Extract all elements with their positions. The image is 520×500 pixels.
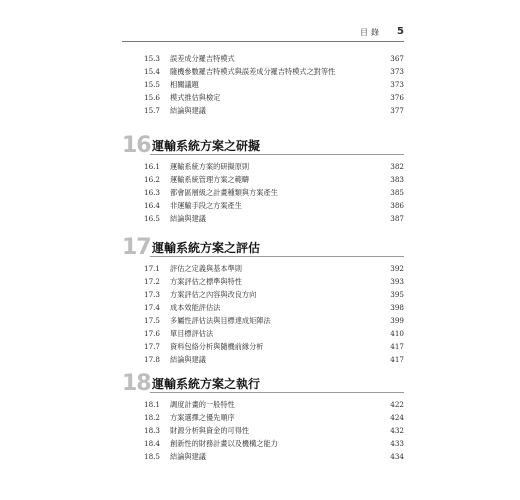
entry-number: 16.1 [144, 162, 161, 171]
toc-entry[interactable] [122, 199, 404, 212]
entry-number: 17.3 [144, 290, 161, 299]
entry-title: 單目標評估法 [170, 329, 214, 338]
entry-title: 方案評估之標準與特性 [170, 277, 242, 286]
entry-number: 17.4 [144, 303, 161, 312]
toc-entry[interactable] [122, 78, 404, 91]
toc-entry[interactable] [122, 186, 404, 199]
entry-number: 17.6 [144, 329, 161, 338]
entry-page: 398 [390, 303, 404, 312]
header-page-number: 5 [397, 26, 404, 37]
toc-entry[interactable] [122, 353, 404, 366]
entry-title: 評估之定義與基本準則 [170, 264, 242, 273]
toc-entry[interactable] [122, 104, 404, 117]
toc-entry[interactable] [122, 340, 404, 353]
toc-entry[interactable] [122, 91, 404, 104]
entry-page: 432 [390, 426, 404, 435]
entry-number: 18.1 [144, 400, 161, 409]
entry-number: 15.7 [144, 106, 161, 115]
chapter-title: 運輸系統方案之評估 [152, 241, 261, 255]
toc-entry[interactable] [122, 450, 404, 463]
entry-page: 392 [390, 264, 404, 273]
entry-title: 運輸系統方案的研擬原則 [170, 162, 250, 171]
toc-entry[interactable] [122, 160, 404, 173]
entry-title: 相關議題 [170, 80, 199, 89]
entry-page: 376 [390, 93, 404, 102]
entry-title: 調度計畫的一般特性 [170, 400, 235, 409]
entry-title: 誤差成分羅吉特模式 [170, 54, 235, 63]
chapter-number: 17 [122, 235, 151, 260]
entry-page: 373 [390, 67, 404, 76]
entry-page: 422 [390, 400, 404, 409]
entry-page: 399 [390, 316, 404, 325]
entry-page: 383 [390, 175, 404, 184]
entry-page: 395 [390, 290, 404, 299]
toc-entry[interactable] [122, 437, 404, 450]
entry-title: 財源分析與資金的可得性 [170, 426, 250, 435]
entry-title: 都會區層級之計畫種類與方案產生 [170, 188, 278, 197]
chapter-number: 16 [122, 133, 151, 158]
entry-page: 385 [390, 188, 404, 197]
toc-entry[interactable] [122, 411, 404, 424]
entry-number: 15.5 [144, 80, 161, 89]
chapter-title: 運輸系統方案之研擬 [152, 139, 261, 153]
entry-page: 417 [390, 342, 404, 351]
toc-entry[interactable] [122, 173, 404, 186]
entry-title: 結論與建議 [170, 452, 206, 461]
chapter-divider [150, 392, 404, 393]
entry-title: 成本效能評估法 [170, 303, 221, 312]
entry-number: 15.6 [144, 93, 161, 102]
entry-title: 方案選擇之優先順序 [170, 413, 235, 422]
chapter-heading[interactable] [122, 235, 404, 262]
entry-title: 模式推估與檢定 [170, 93, 221, 102]
entry-title: 結論與建議 [170, 106, 206, 115]
entry-title: 資料包絡分析與隨機前緣分析 [170, 342, 264, 351]
chapter-heading[interactable] [122, 133, 404, 160]
toc-entry[interactable] [122, 65, 404, 78]
entry-title: 多屬性評估法與目標達成矩陣法 [170, 316, 271, 325]
chapter-divider [150, 256, 404, 257]
entry-number: 17.8 [144, 355, 161, 364]
entry-number: 18.4 [144, 439, 161, 448]
entry-title: 隨機參數羅吉特模式與誤差成分羅吉特模式之對等性 [170, 67, 336, 76]
toc-entry[interactable] [122, 398, 404, 411]
entry-page: 393 [390, 277, 404, 286]
chapter-heading[interactable] [122, 371, 404, 398]
entries-list [122, 398, 404, 463]
preceding-section [122, 52, 404, 117]
entry-number: 16.3 [144, 188, 161, 197]
entry-number: 15.3 [144, 54, 161, 63]
toc-entry[interactable] [122, 327, 404, 340]
entry-page: 367 [390, 54, 404, 63]
chapter-17 [122, 235, 404, 366]
entry-page: 410 [390, 329, 404, 338]
entry-title: 方案評估之內容與改良方向 [170, 290, 257, 299]
entries-list [122, 52, 404, 117]
toc-entry[interactable] [122, 52, 404, 65]
entry-title: 非運輸手段之方案產生 [170, 201, 242, 210]
toc-entry[interactable] [122, 212, 404, 225]
entry-title: 結論與建議 [170, 355, 206, 364]
entry-title: 運輸系統管理方案之範疇 [170, 175, 250, 184]
toc-entry[interactable] [122, 262, 404, 275]
entry-page: 377 [390, 106, 404, 115]
entry-title: 結論與建議 [170, 214, 206, 223]
entry-page: 434 [390, 452, 404, 461]
entries-list [122, 262, 404, 366]
entry-number: 17.7 [144, 342, 161, 351]
toc-entry[interactable] [122, 424, 404, 437]
entry-title: 創新性的財務計畫以及機構之能力 [170, 439, 278, 448]
toc-entry[interactable] [122, 314, 404, 327]
entry-page: 417 [390, 355, 404, 364]
entry-number: 18.3 [144, 426, 161, 435]
entry-number: 17.1 [144, 264, 161, 273]
entry-number: 17.5 [144, 316, 161, 325]
entry-page: 433 [390, 439, 404, 448]
entry-page: 386 [390, 201, 404, 210]
entry-number: 15.4 [144, 67, 161, 76]
toc-entry[interactable] [122, 301, 404, 314]
entry-page: 373 [390, 80, 404, 89]
chapter-18 [122, 371, 404, 463]
entry-number: 17.2 [144, 277, 161, 286]
entry-page: 424 [390, 413, 404, 422]
entry-page: 387 [390, 214, 404, 223]
entry-number: 18.5 [144, 452, 161, 461]
entry-number: 18.2 [144, 413, 161, 422]
chapter-divider [150, 154, 404, 155]
chapter-title: 運輸系統方案之執行 [152, 377, 261, 391]
page-header [122, 27, 404, 42]
entry-page: 382 [390, 162, 404, 171]
entries-list [122, 160, 404, 225]
entry-number: 16.4 [144, 201, 161, 210]
entry-number: 16.5 [144, 214, 161, 223]
chapter-number: 18 [122, 371, 151, 396]
toc-entry[interactable] [122, 275, 404, 288]
toc-entry[interactable] [122, 288, 404, 301]
header-label: 目錄 [360, 28, 382, 37]
entry-number: 16.2 [144, 175, 161, 184]
chapter-16 [122, 133, 404, 225]
